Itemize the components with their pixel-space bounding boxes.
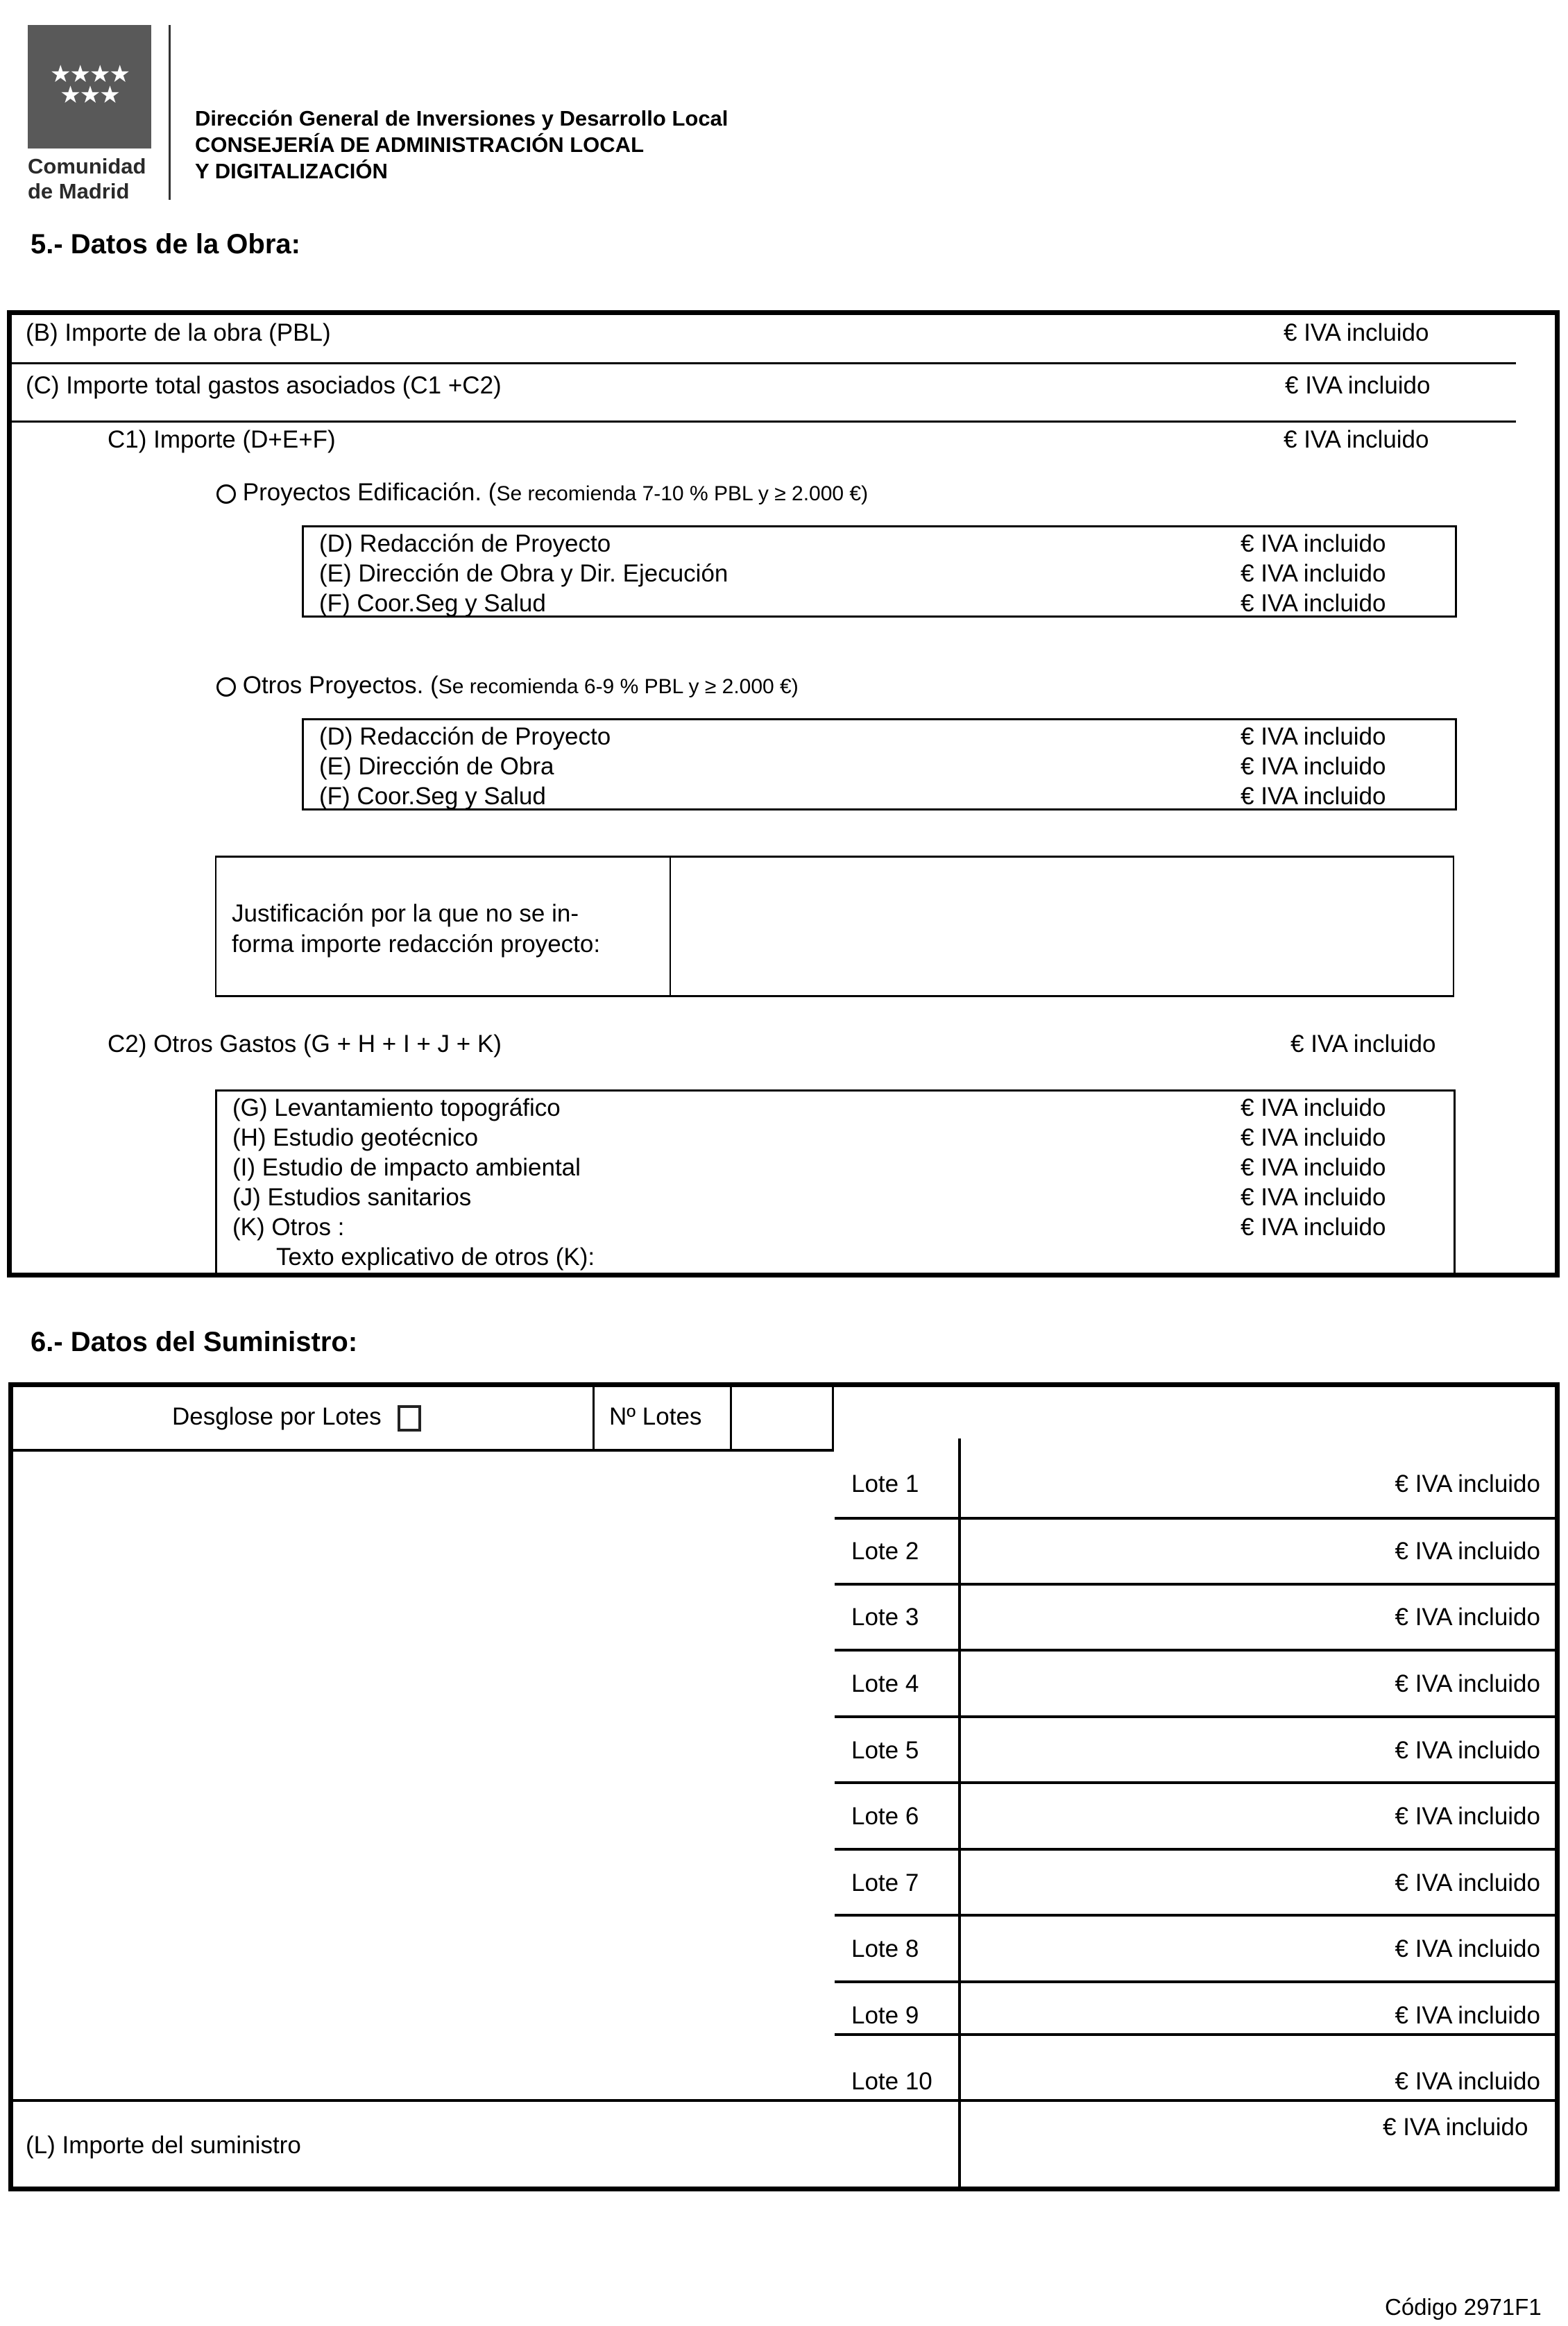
lote-row[interactable]: Lote 3 € IVA incluido <box>851 1604 1540 1631</box>
logo-text: Comunidad de Madrid <box>28 154 146 203</box>
divider <box>8 1382 1560 1387</box>
gastos-asociados-label: (C) Importe total gastos asociados (C1 +C2) <box>26 372 502 399</box>
otros-gastos-items-box <box>215 1089 1456 1277</box>
edificacion-note: Se recomienda 7-10 % PBL y ≥ 2.000 €) <box>496 482 869 505</box>
n-lotes-label: Nº Lotes <box>609 1403 702 1430</box>
importe-obra-input[interactable] <box>624 316 1277 357</box>
org-line-3: Y DIGITALIZACIÓN <box>195 159 388 183</box>
divider <box>835 2033 1555 2036</box>
edificacion-item[interactable]: (D) Redacción de Proyecto € IVA incluido <box>319 530 1386 557</box>
divider <box>12 421 1516 423</box>
c1-importe-input[interactable] <box>624 423 1277 465</box>
otros-proyectos-note: Se recomienda 6-9 % PBL y ≥ 2.000 €) <box>438 675 799 698</box>
comunidad-madrid-logo <box>28 25 151 148</box>
lote-row[interactable]: Lote 4 € IVA incluido <box>851 1670 1540 1697</box>
lote-row[interactable]: Lote 7 € IVA incluido <box>851 1869 1540 1896</box>
stars-icon: ★★★★ ★★★ <box>50 61 129 108</box>
header-divider <box>169 25 171 200</box>
otros-gastos-item[interactable]: (G) Levantamiento topográfico € IVA incluido <box>232 1094 1386 1121</box>
gastos-asociados-unit: € IVA incluido <box>1285 372 1431 399</box>
divider <box>13 1449 834 1452</box>
desglose-lotes[interactable]: Desglose por Lotes <box>172 1404 421 1432</box>
c2-otros-gastos-unit: € IVA incluido <box>1290 1030 1436 1058</box>
c1-importe-label: C1) Importe (D+E+F) <box>108 426 336 453</box>
edificacion-item[interactable]: (F) Coor.Seg y Salud € IVA incluido <box>319 590 1386 617</box>
otros-gastos-item[interactable]: (I) Estudio de impacto ambiental € IVA incluido <box>232 1154 1386 1181</box>
edificacion-items-box <box>302 525 1457 618</box>
otros-text-row[interactable]: Texto explicativo de otros (K): <box>276 1243 595 1271</box>
otros-proyectos-option[interactable]: Otros Proyectos. (Se recomienda 6-9 % PBL y ≥ 2.000 €) <box>216 673 799 697</box>
importe-obra-unit: € IVA incluido <box>1284 319 1429 346</box>
lote-row[interactable]: Lote 6 € IVA incluido <box>851 1803 1540 1830</box>
divider <box>832 1387 834 1451</box>
c2-otros-gastos-label: C2) Otros Gastos (G + H + I + J + K) <box>108 1030 502 1058</box>
desglose-lotes-checkbox[interactable] <box>398 1405 421 1432</box>
lote-row[interactable]: Lote 1 € IVA incluido <box>851 1470 1540 1497</box>
lote-row[interactable]: Lote 9 € IVA incluido <box>851 2002 1540 2029</box>
section5-title: 5.- Datos de la Obra: <box>31 229 300 260</box>
divider <box>13 2099 1555 2102</box>
otros-proyectos-item[interactable]: (D) Redacción de Proyecto € IVA incluido <box>319 723 1386 750</box>
n-lotes-input[interactable] <box>733 1388 833 1449</box>
org-header <box>195 105 728 185</box>
lote-row[interactable]: Lote 2 € IVA incluido <box>851 1538 1540 1565</box>
edificacion-item[interactable]: (E) Dirección de Obra y Dir. Ejecución € IVA incluido <box>319 560 1386 587</box>
otros-proyectos-radio[interactable] <box>216 677 236 697</box>
section6-title: 6.- Datos del Suministro: <box>31 1327 358 1357</box>
c1-importe-unit: € IVA incluido <box>1284 426 1429 453</box>
otros-gastos-item[interactable]: (H) Estudio geotécnico € IVA incluido <box>232 1124 1386 1151</box>
divider <box>730 1387 732 1451</box>
edificacion-radio[interactable] <box>216 484 236 504</box>
form-code: Código 2971F1 <box>1385 2294 1542 2320</box>
importe-suministro-label: (L) Importe del suministro <box>26 2132 301 2159</box>
edificacion-option[interactable]: Proyectos Edificación. (Se recomienda 7-10 % PBL y ≥ 2.000 €) <box>216 480 868 504</box>
lote-row[interactable]: Lote 5 € IVA incluido <box>851 1737 1540 1764</box>
otros-proyectos-item[interactable]: (E) Dirección de Obra € IVA incluido <box>319 753 1386 780</box>
org-line-1: Dirección General de Inversiones y Desarrollo Local <box>195 106 728 130</box>
otros-gastos-item[interactable]: (J) Estudios sanitarios € IVA incluido <box>232 1184 1386 1211</box>
c2-otros-gastos-input[interactable] <box>624 1027 1277 1069</box>
otros-proyectos-items-box <box>302 718 1457 810</box>
divider <box>593 1387 595 1451</box>
importe-suministro-unit: € IVA incluido <box>1383 2114 1528 2141</box>
org-line-2: CONSEJERÍA DE ADMINISTRACIÓN LOCAL <box>195 133 645 157</box>
lote-row[interactable]: Lote 10 € IVA incluido <box>851 2068 1540 2095</box>
otros-proyectos-item[interactable]: (F) Coor.Seg y Salud € IVA incluido <box>319 783 1386 810</box>
lote-row[interactable]: Lote 8 € IVA incluido <box>851 1935 1540 1962</box>
importe-obra-label: (B) Importe de la obra (PBL) <box>26 319 331 346</box>
divider <box>670 858 671 995</box>
gastos-asociados-input[interactable] <box>624 368 1277 409</box>
divider <box>12 362 1516 364</box>
justificacion-input[interactable] <box>673 859 1451 994</box>
justificacion-label: Justificación por la que no se in- forma importe redacción proyecto: <box>232 900 601 958</box>
otros-gastos-item[interactable]: (K) Otros : € IVA incluido <box>232 1214 1386 1241</box>
